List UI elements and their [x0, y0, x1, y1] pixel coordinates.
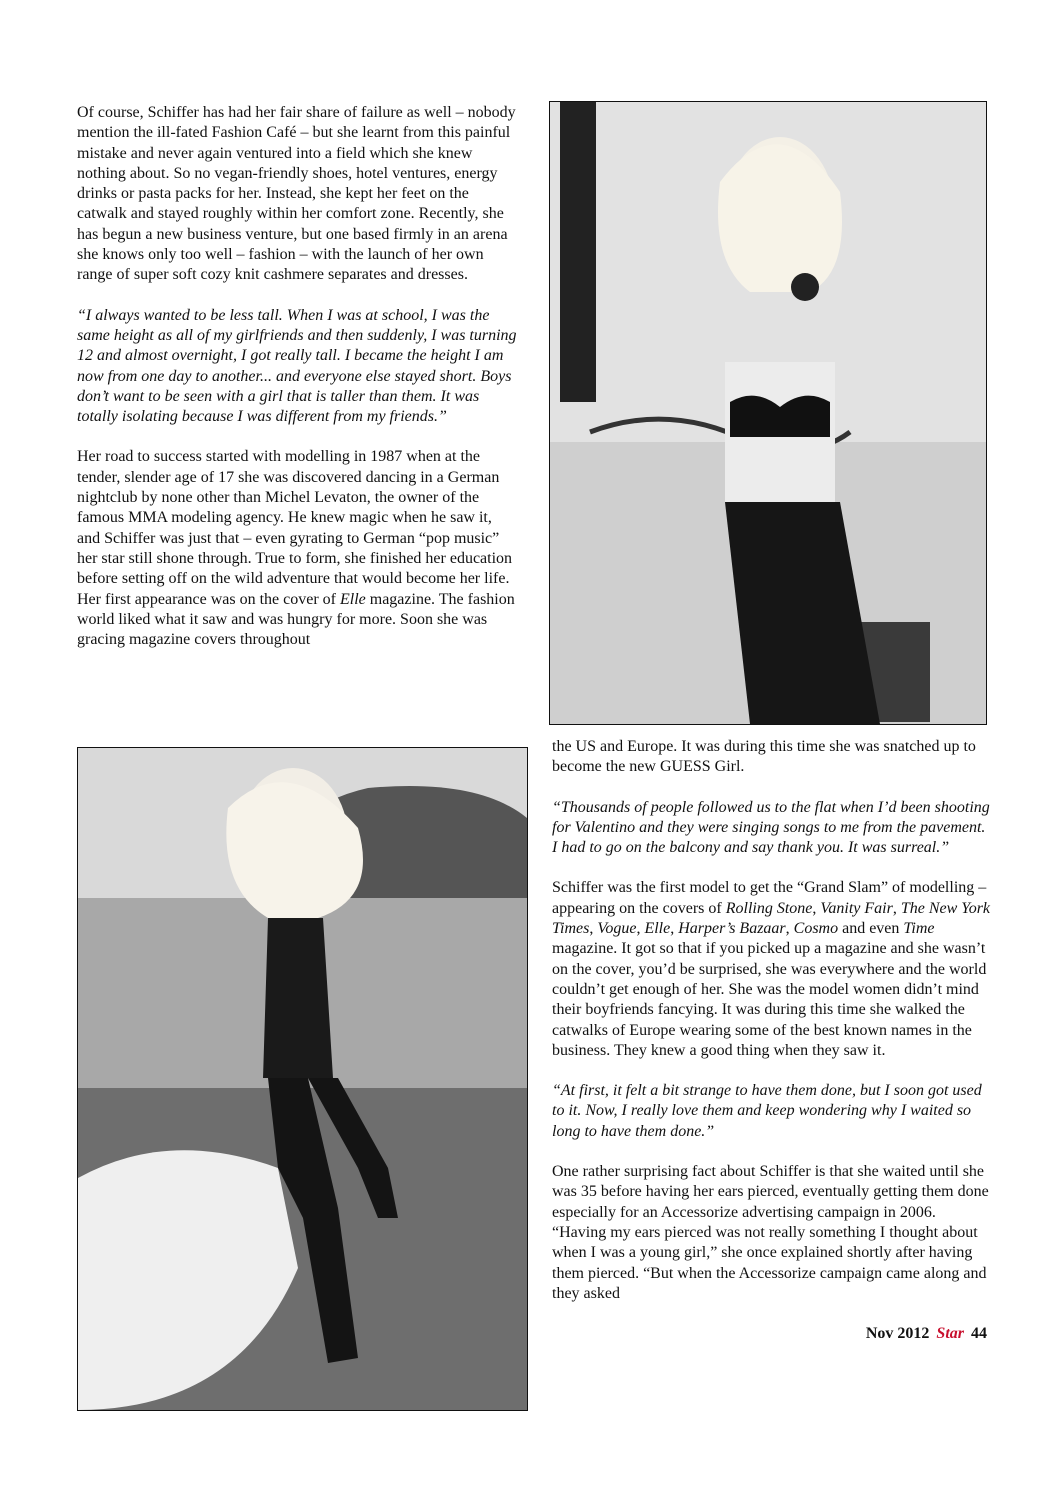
magazine-title: Elle — [339, 590, 366, 608]
photo-model-telephone — [549, 101, 987, 725]
separator: , — [636, 920, 645, 938]
paragraph-text: magazine. It got so that if you picked up a magazine and she wasn’t on the cover, you’d be surprised, she was everywhere and the world couldn’t get enough of her. She was the model women didn’t mind their boyfriends fancying. It was during this time she walked the catwalks of Europe wearing some of the best known names in the business. They knew a good thing when they saw it. — [552, 940, 987, 1059]
paragraph: Of course, Schiffer has had her fair share of failure as well – nobody mention the ill-fated Fashion Café – but she learnt from this painful mistake and never again ventured into a field which she knew nothing about. So no vegan-friendly shoes, hotel ventures, energy drinks or pasta packs for her. Instead, she kept her feet on the catwalk and stayed roughly within her comfort zone. Recently, she has begun a new business venture, but one based firmly in an arena she knows only too well – fashion – with the launch of her own range of super soft cozy knit cashmere separates and dresses. — [77, 104, 516, 284]
separator: , — [589, 920, 598, 938]
paragraph — [552, 878, 992, 1061]
paragraph-text: Schiffer was the first model to get the “Grand Slam” of modelling – appearing on the covers of — [552, 879, 987, 917]
magazine-title: The New York Times — [552, 899, 991, 938]
pull-quote: “At first, it felt a bit strange to have them done, but I soon got used to it. Now, I really love them and keep wondering why I waited so long to have them done.” — [552, 1082, 982, 1140]
paragraph — [77, 447, 517, 650]
magazine-title: Time — [903, 920, 935, 938]
magazine-title: Elle — [644, 920, 671, 938]
page-footer — [552, 1324, 987, 1344]
magazine-title: Rolling Stone — [725, 899, 813, 917]
paragraph: the US and Europe. It was during this time she was snatched up to become the new GUESS Girl. — [552, 738, 976, 776]
magazine-title: Vogue — [597, 920, 637, 938]
article-column-left — [77, 103, 517, 670]
magazine-title: Harper’s Bazaar — [678, 920, 786, 938]
magazine-title: Vanity Fair — [820, 899, 893, 917]
paragraph-text: magazine. The fashion world liked what it saw and was hungry for more. Soon she was gracing magazine covers throughout — [77, 590, 515, 649]
paragraph: One rather surprising fact about Schiffer is that she waited until she was 35 before having her ears pierced, eventually getting them done especially for an Accessorize advertising campaign in 2006. “Having my ears pierced was not really something I thought about when I was a young girl,” she once explained shortly after having them pierced. “But when the Accessorize campaign came along and they asked — [552, 1163, 989, 1302]
separator: and even — [838, 920, 904, 938]
pull-quote: “Thousands of people followed us to the flat when I’d been shooting for Valentino and they were singing songs to me from the pavement. I had to go on the balcony and say thank you. It was surreal.” — [552, 798, 990, 857]
photo-model-convertible — [77, 747, 528, 1411]
separator: , — [785, 920, 794, 938]
paragraph-text: Her road to success started with modelling in 1987 when at the tender, slender age of 17 she was discovered dancing in a German nightclub by none other than Michel Levaton, the owner of the famous MMA modeling agency. He knew magic when he saw it, and Schiffer was just that – even gyrating to German “pop music” her star still shone through. True to form, she finished her education before setting off on the wild adventure that would become her life. Her first appearance was on the cover of — [77, 448, 513, 608]
separator: , — [892, 899, 901, 917]
magazine-title: Cosmo — [793, 920, 839, 938]
issue-date: Nov 2012 — [865, 1325, 930, 1343]
page-number: 44 — [971, 1325, 987, 1343]
magazine-brand: Star — [936, 1325, 964, 1343]
separator: , — [670, 920, 679, 938]
photo-bottom-illustration — [78, 748, 527, 1410]
pull-quote: “I always wanted to be less tall. When I was at school, I was the same height as all of my girlfriends and then suddenly, I was turning 12 and almost overnight, I got really tall. I became the height I am now from one day to another... and everyone else stayed short. Boys don’t want to be seen with a girl that is taller than them. It was totally isolating because I was different from my friends.” — [77, 306, 517, 426]
photo-top-illustration — [550, 102, 986, 724]
separator: , — [812, 899, 821, 917]
article-column-right — [552, 737, 992, 1344]
